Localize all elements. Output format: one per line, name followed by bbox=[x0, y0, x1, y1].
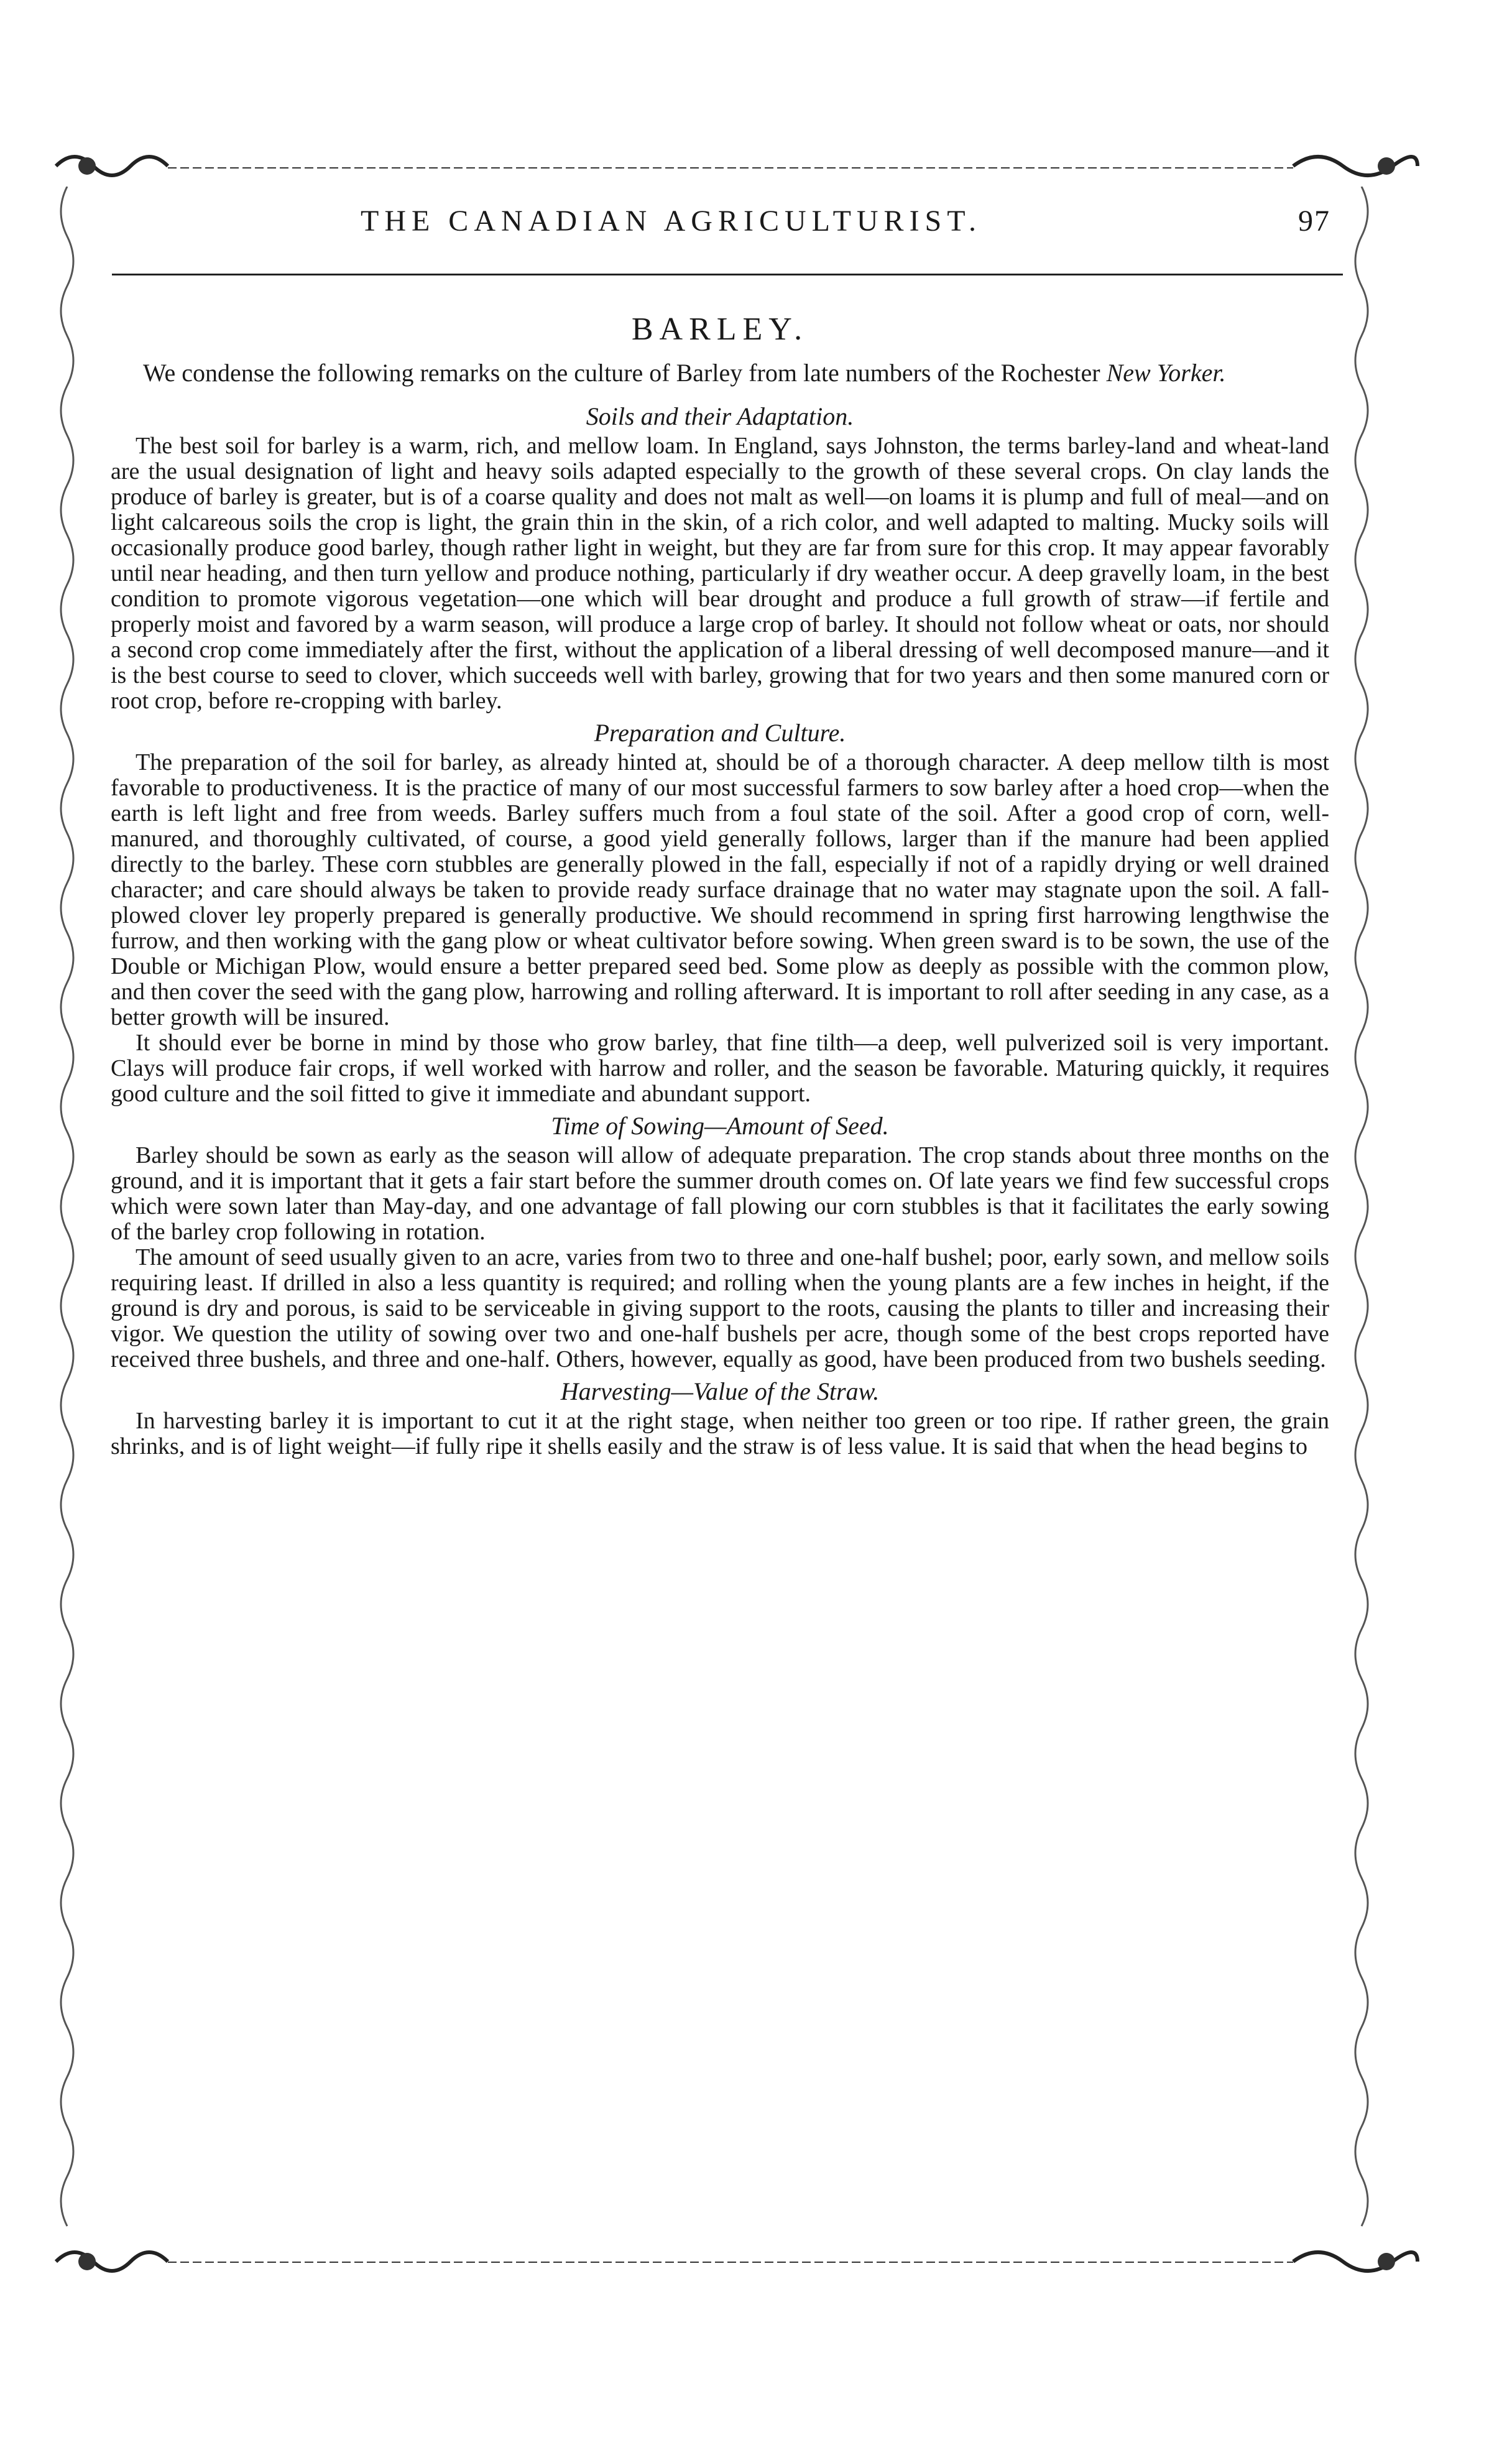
bottom-ornament-border bbox=[50, 2240, 1424, 2283]
section-heading-preparation: Preparation and Culture. bbox=[594, 719, 846, 747]
paragraph-harvesting: In harvesting barley it is important to cut it at the right stage, when neither too green or too ripe. If rather green, the grain shrinks, and is of light weight—if fully ripe it shells easily and the straw is of less value. It is said that when the head begins to bbox=[111, 1408, 1329, 1459]
paragraph-sowing-time: Barley should be sown as early as the season will allow of adequate preparation. The crop stands about three months on the ground, and it is important that it gets a fair start before the summer drouth comes on. Of late years we find few successful crops which were sown later than May-day, and one advantage of fall plowing our corn stubbles is that it facilitates the early sowing of the barley crop following in rotation. bbox=[111, 1142, 1329, 1245]
section-heading-soils: Soils and their Adaptation. bbox=[586, 402, 854, 430]
journal-title: THE CANADIAN AGRICULTURIST. bbox=[361, 205, 982, 238]
article-title: BARLEY. bbox=[631, 312, 809, 347]
paragraph-soils: The best soil for barley is a warm, rich, and mellow loam. In England, says Johnston, the terms barley-land and wheat-land are the usual designation of light and heavy soils adapted especially to the growth of these several crops. On clay lands the produce of barley is greater, but is of a coarse quality and does not malt as well—on loams it is plump and full of meal—and on light calcareous soils the crop is light, the grain thin in the skin, of a rich color, and well adapted to malting. Mucky soils will occasionally produce good barley, though rather light in weight, but they are far from sure for this crop. It may appear favorably until near heading, and then turn yellow and produce nothing, particularly if dry weather occur. A deep gravelly loam, in the best condition to promote vigorous vegetation—one which will bear drought and produce a full growth of straw—if fertile and properly moist and favored by a warm season, will produce a large crop of barley. It should not follow wheat or oats, nor should a second crop come immediately after the first, without the application of a liberal dressing of well decomposed manure—and it is the best course to seed to clover, which succeeds well with barley, growing that for two years and then some manured corn or root crop, before re-cropping with barley. bbox=[111, 433, 1329, 714]
intro-text: We condense the following remarks on the culture of Barley from late numbers of the Rochester bbox=[143, 359, 1107, 387]
article-column bbox=[111, 311, 1329, 1459]
top-ornament-border bbox=[50, 144, 1424, 188]
paragraph-seed-amount: The amount of seed usually given to an acre, varies from two to three and one-half bushel; poor, early sown, and mellow soils requiring least. If drilled in also a less quantity is required; and rolling when the young plants are a few inches in height, if the ground is dry and porous, is said to be serviceable in giving support to the roots, causing the plants to tiller and increasing their vigor. We question the utility of sowing over two and one-half bushels per acre, though some of the best crops reported have received three bushels, and three and one-half. Others, however, equally as good, have been produced from two bushels seeding. bbox=[111, 1244, 1329, 1372]
running-head bbox=[361, 204, 1330, 238]
paragraph-tilth: It should ever be borne in mind by those who grow barley, that fine tilth—a deep, well pulverized soil is very important. Clays will produce fair crops, if well worked with harrow and roller, and the season be favorable. Maturing quickly, it requires good culture and the soil fitted to give it immediate and abundant support. bbox=[111, 1030, 1329, 1107]
intro-publication: New Yorker. bbox=[1106, 359, 1226, 387]
left-wavy-border bbox=[48, 187, 86, 2245]
right-wavy-border bbox=[1343, 187, 1380, 2245]
page-number: 97 bbox=[1298, 205, 1330, 238]
section-heading-harvesting: Harvesting—Value of the Straw. bbox=[560, 1377, 880, 1405]
header-rule bbox=[112, 274, 1343, 275]
section-heading-sowing: Time of Sowing—Amount of Seed. bbox=[551, 1112, 889, 1140]
article-intro bbox=[111, 356, 1329, 390]
paragraph-preparation: The preparation of the soil for barley, as already hinted at, should be of a thorough character. A deep mellow tilth is most favorable to productiveness. It is the practice of many of our most successful farmers to sow barley after a hoed crop—when the earth is left light and free from weeds. Barley suffers much from a foul state of the soil. After a good crop of corn, well-manured, and thoroughly cultivated, of course, a good yield generally follows, larger than if the manure had been applied directly to the barley. These corn stubbles are generally plowed in the fall, especially if not of a rapidly drying or well drained character; and care should always be taken to provide ready surface drainage that no water may stagnate upon the soil. A fall-plowed clover ley properly prepared is generally productive. We should recommend in spring first harrowing lengthwise the furrow, and then working with the gang plow or wheat cultivator before sowing. When green sward is to be sown, the use of the Double or Michigan Plow, would ensure a better prepared seed bed. Some plow as deeply as possible with the common plow, and then cover the seed with the gang plow, harrowing and rolling afterward. It is important to roll after seeding in any case, as a better growth will be insured. bbox=[111, 749, 1329, 1030]
